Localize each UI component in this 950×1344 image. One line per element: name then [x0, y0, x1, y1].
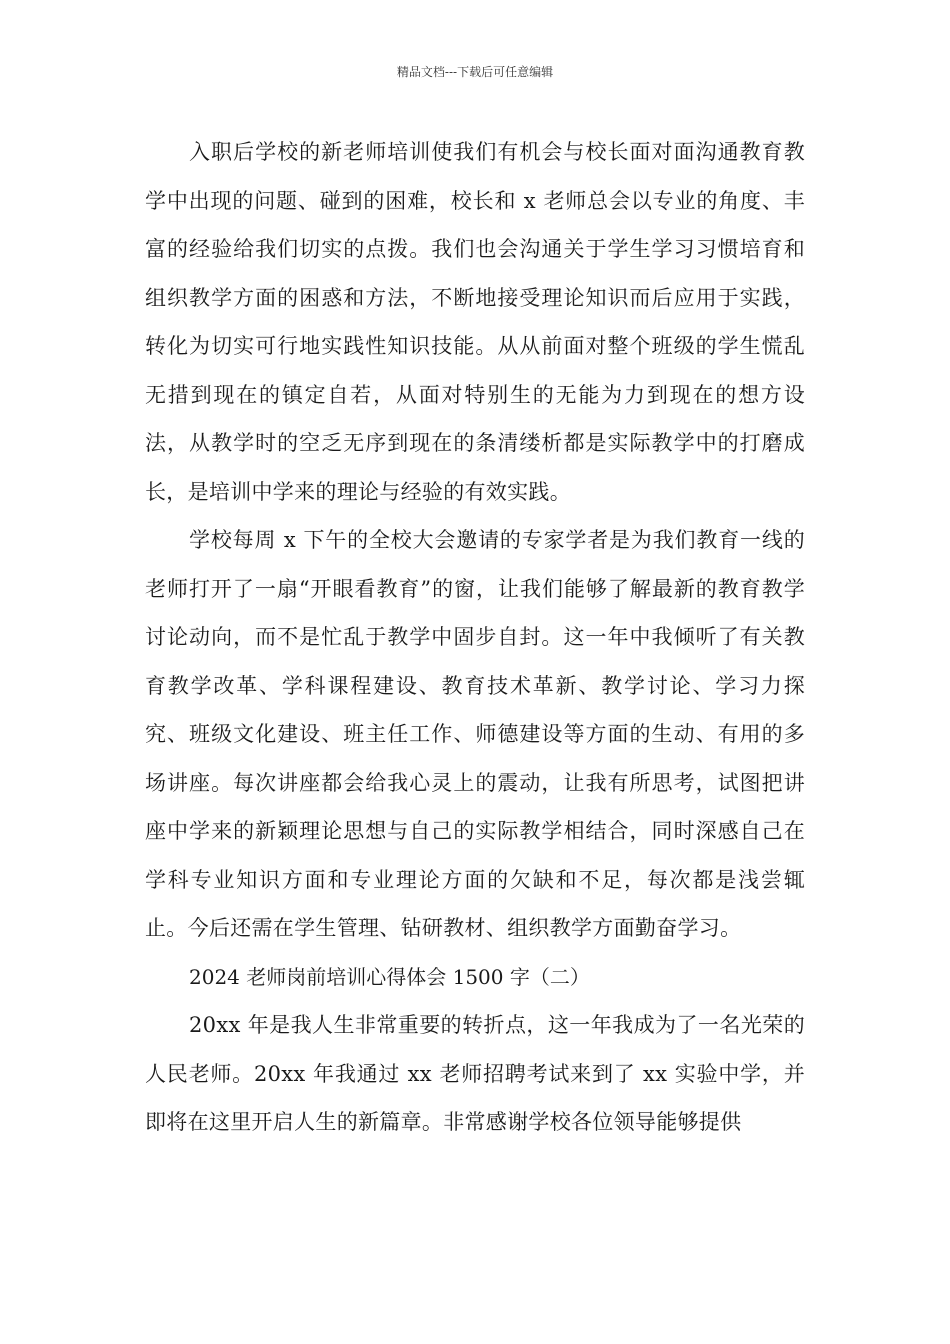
paragraph-3: 20xx 年是我人生非常重要的转折点，这一年我成为了一名光荣的人民老师。20xx 年我通过 xx 老师招聘考试来到了 xx 实验中学，并即将在这里开启人生的新篇章。非常感谢学校各位领导能够提供: [145, 1013, 805, 1134]
section-heading: 2024 老师岗前培训心得体会 1500 字（二）: [189, 964, 590, 989]
paragraph-1: 入职后学校的新老师培训使我们有机会与校长面对面沟通教育教学中出现的问题、碰到的困难，校长和 x 老师总会以专业的角度、丰富的经验给我们切实的点拨。我们也会沟通关于学生学习习惯培育和组织教学方面的困惑和方法，不断地接受理论知识而后应用于实践，转化为切实可行地实践性知识技能。从从前面对整个班级的学生慌乱无措到现在的镇定自若，从面对特别生的无能为力到现在的想方设法，从教学时的空乏无序到现在的条清缕析都是实际教学中的打磨成长，是培训中学来的理论与经验的有效实践。: [145, 140, 805, 504]
document-body: [145, 128, 805, 1147]
paragraph-2: 学校每周 x 下午的全校大会邀请的专家学者是为我们教育一线的老师打开了一扇“开眼看教育”的窗，让我们能够了解最新的教育教学讨论动向，而不是忙乱于教学中固步自封。这一年中我倾听了有关教育教学改革、学科课程建设、教育技术革新、教学讨论、学习力探究、班级文化建设、班主任工作、师德建设等方面的生动、有用的多场讲座。每次讲座都会给我心灵上的震动，让我有所思考，试图把讲座中学来的新颖理论思想与自己的实际教学相结合，同时深感自己在学科专业知识方面和专业理论方面的欠缺和不足，每次都是浅尝辄止。今后还需在学生管理、钻研教材、组织教学方面勤奋学习。: [145, 528, 805, 940]
page-header: 精品文档---下载后可任意编辑: [396, 65, 554, 79]
